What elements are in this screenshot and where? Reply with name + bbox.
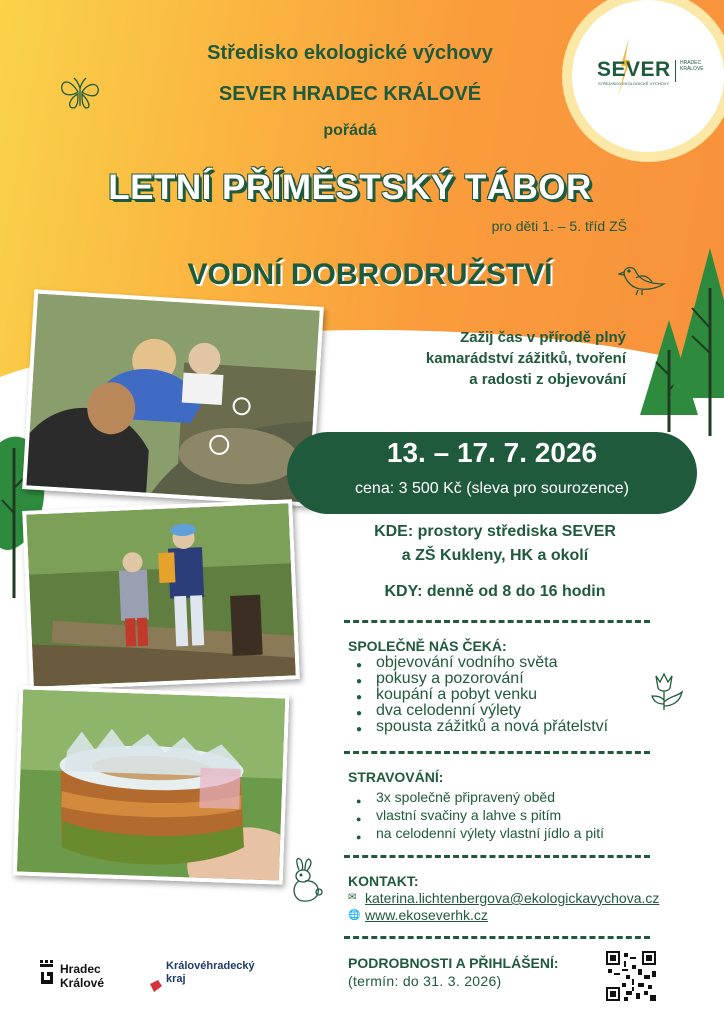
event-price: cena: 3 500 Kč (sleva pro sourozence) [355,480,629,497]
list-item: ● na celodenní výlety vlastní jídlo a pití [356,824,604,842]
tagline-line: a radosti z objevování [469,371,626,388]
tulip-icon [650,672,686,712]
tagline-line: kamarádství zážitků, tvoření [425,350,626,367]
location-line1: KDE: prostory střediska SEVER [374,523,616,540]
program-heading: SPOLEČNĚ NÁS ČEKÁ: [348,638,507,654]
age-group: pro děti 1. – 5. tříd ZŠ [491,218,627,234]
tagline [330,327,626,390]
presents-label: pořádá [323,122,377,139]
divider [344,855,650,858]
location-line2: a ZŠ Kukleny, HK a okolí [401,547,589,564]
program-list [356,655,608,735]
hk-logo-line1: Hradec [60,962,101,976]
divider [344,751,650,754]
registration-deadline: (termín: do 31. 3. 2026) [348,973,502,989]
photo-ice-illustration [17,689,290,884]
globe-icon: 🌐 [348,910,361,921]
butterfly-icon [56,72,104,112]
photo-children-log [22,499,300,691]
list-item: ● spousta zážitků a nová přátelství [356,719,608,735]
event-dates: 13. – 17. 7. 2026 [386,437,598,468]
website-link[interactable]: www.ekoseverhk.cz [365,907,488,923]
kraj-logo-line1: Královéhradecký [166,960,255,972]
food-heading: STRAVOVÁNÍ: [348,769,444,785]
qr-code-icon[interactable] [606,951,656,1001]
logo-subtitle: STŘEDISKO EKOLOGICKÉ VÝCHOVY [598,81,670,86]
logo-city-line2: KRÁLOVÉ [680,66,704,72]
contact-heading: KONTAKT: [348,873,419,889]
photo-children-pond [22,289,324,506]
hradec-kralove-logo [38,958,118,992]
list-item: ● koupání a pobyt venku [356,687,608,703]
sever-logo [597,46,712,106]
kralovehradecky-kraj-logo [148,958,268,998]
list-item: ● objevování vodního světa [356,655,608,671]
photo-log-illustration [26,503,299,691]
photo-ice-candle [13,685,289,884]
kraj-emblem-icon [148,976,164,994]
divider [344,620,650,623]
rabbit-icon [287,856,325,904]
logo-city-line1: HRADEC [680,60,702,66]
contact-email-link[interactable]: katerina.lichtenbergova@ekologickavychova.cz [365,890,660,906]
photo-pond-illustration [26,294,324,507]
list-item: ● vlastní svačiny a lahve s pitím [356,806,604,824]
city-crest-icon [38,960,56,990]
mail-icon: ✉ [348,892,357,903]
organizer-name: Středisko ekologické výchovy [207,42,493,64]
list-item: ● 3x společně připravený oběd [356,788,604,806]
tagline-line: Zažij čas v přírodě plný [460,329,626,346]
logo-city [680,60,704,72]
food-list [356,788,604,842]
registration-heading: PODROBNOSTI A PŘIHLÁŠENÍ: [348,955,559,971]
kraj-logo-line2: kraj [166,973,186,985]
divider [344,936,650,939]
schedule: KDY: denně od 8 do 16 hodin [384,583,606,600]
logo-wordmark: SEVER [597,58,671,81]
tree-icon [670,248,724,436]
bird-icon [618,262,668,296]
logo-divider [675,60,676,82]
list-item: ● dva celodenní výlety [356,703,608,719]
organizer-city: SEVER HRADEC KRÁLOVÉ [218,83,482,105]
page-title: LETNÍ PŘÍMĚSTSKÝ TÁBOR [108,168,592,207]
hk-logo-line2: Králové [60,976,105,990]
list-item: ● pokusy a pozorování [356,671,608,687]
camp-theme: VODNÍ DOBRODRUŽSTVÍ [187,258,553,291]
